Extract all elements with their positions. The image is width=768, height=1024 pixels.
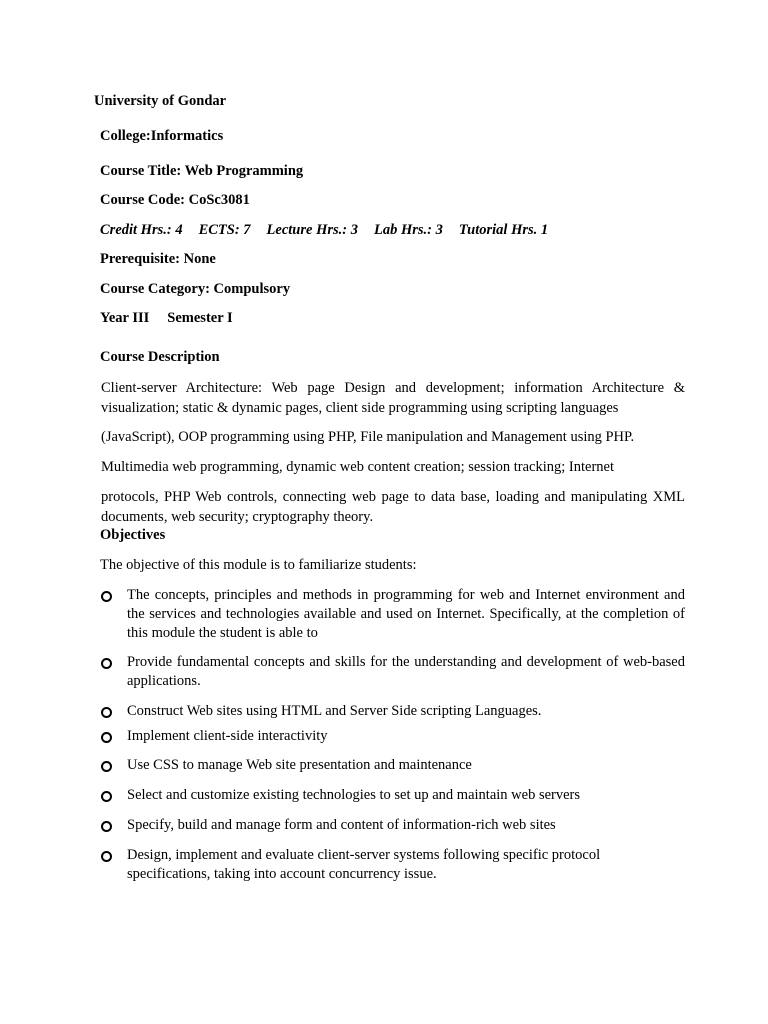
bullet-icon [101, 821, 112, 832]
list-item: Implement client-side interactivity [127, 728, 328, 744]
credit-hrs: Credit Hrs.: 4 [100, 222, 183, 238]
list-item: Construct Web sites using HTML and Server Side scripting Languages. [127, 703, 542, 719]
lab-hrs: Lab Hrs.: 3 [373, 222, 443, 238]
description-paragraph-3: Multimedia web programming, dynamic web content creation; session tracking; Internet [101, 459, 614, 475]
list-item: Provide fundamental concepts and skills for the understanding and development of web-based applications. [127, 654, 685, 689]
semester: Semester I [167, 310, 233, 326]
description-paragraph-2: (JavaScript), OOP programming using PHP, File manipulation and Management using PHP. [101, 429, 635, 445]
course-category: Course Category: Compulsory [100, 281, 291, 297]
college-name: College:Informatics [100, 128, 224, 144]
year-semester [100, 310, 233, 327]
list-item: Specify, build and manage form and content of information-rich web sites [127, 817, 556, 833]
bullet-icon [101, 791, 112, 802]
bullet-icon [101, 591, 112, 602]
list-item: Design, implement and evaluate client-server systems following specific protocol specifications, taking into account concurrency issue. [127, 847, 601, 882]
lecture-hrs: Lecture Hrs.: 3 [266, 222, 358, 238]
list-item: Select and customize existing technologies to set up and maintain web servers [127, 787, 581, 803]
course-code: Course Code: CoSc3081 [100, 192, 250, 208]
tutorial-hrs: Tutorial Hrs. 1 [458, 222, 549, 238]
list-item: Use CSS to manage Web site presentation and maintenance [127, 757, 472, 773]
year: Year III [100, 310, 150, 326]
bullet-icon [101, 732, 112, 743]
course-description-heading: Course Description [100, 349, 220, 365]
description-paragraph-4: protocols, PHP Web controls, connecting web page to data base, loading and manipulating XML documents, web security; cryptography theory. [101, 489, 685, 525]
description-paragraph-1: Client-server Architecture: Web page Design and development; information Architecture & visualization; static & dynamic pages, client side programming using scripting languages [101, 380, 685, 416]
bullet-icon [101, 707, 112, 718]
objectives-intro: The objective of this module is to familiarize students: [100, 557, 417, 573]
bullet-icon [101, 761, 112, 772]
course-title: Course Title: Web Programming [100, 163, 304, 179]
list-item: The concepts, principles and methods in programming for web and Internet environment and the services and technologies available and used on Internet. Specifically, at the completion of this module the student is able to [127, 587, 685, 641]
objectives-heading: Objectives [100, 527, 166, 543]
bullet-icon [101, 658, 112, 669]
credit-info [100, 222, 564, 239]
ects: ECTS: 7 [198, 222, 251, 238]
university-name: University of Gondar [94, 93, 227, 109]
prerequisite: Prerequisite: None [100, 251, 216, 267]
bullet-icon [101, 851, 112, 862]
